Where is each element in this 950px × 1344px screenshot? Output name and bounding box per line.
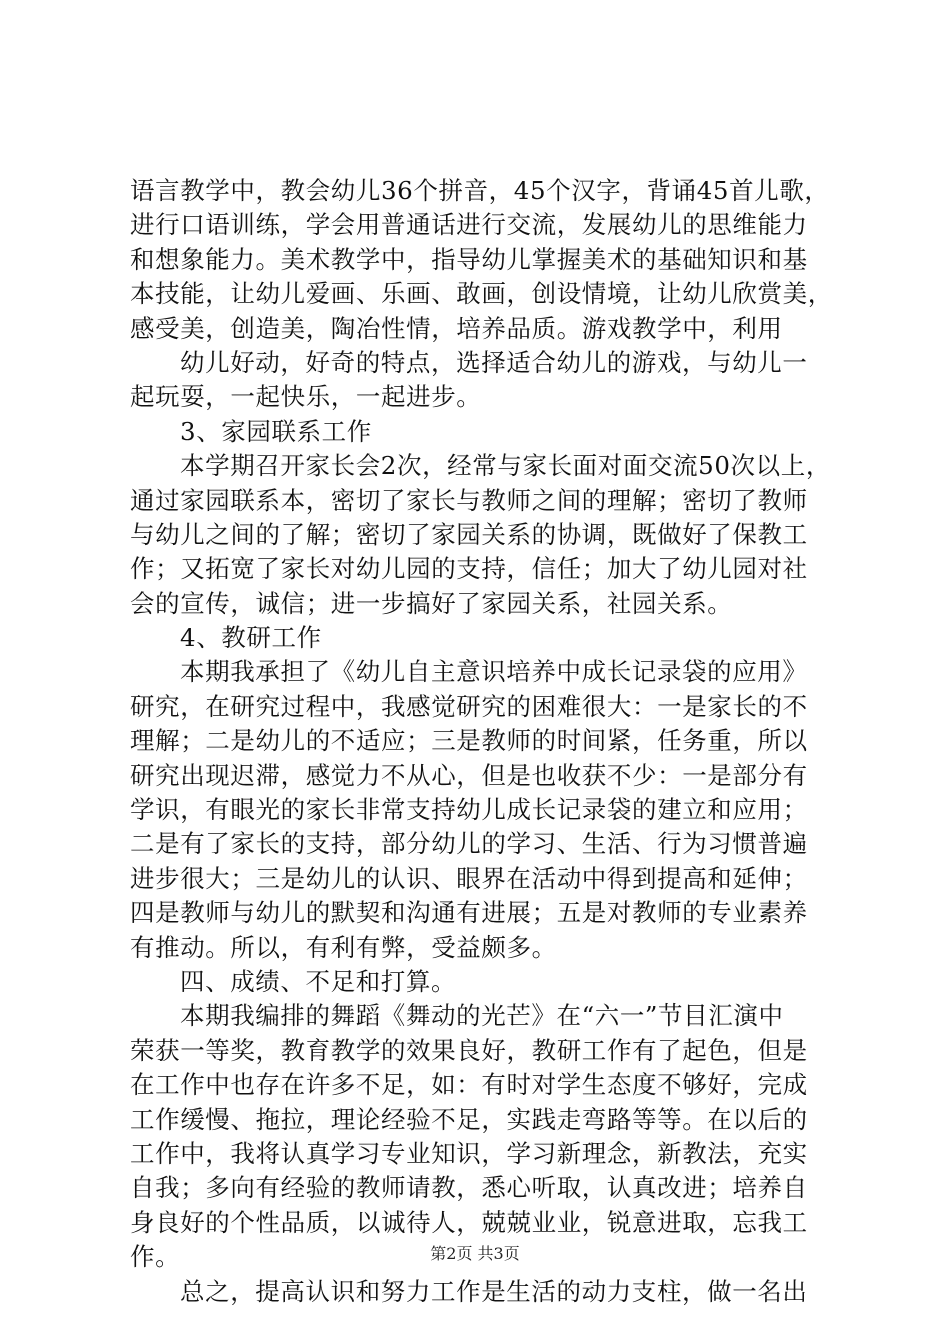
- text-line: 本学期召开家长会2次，经常与家长面对面交流50次以上，: [180, 451, 831, 481]
- text-line: 学识，有眼光的家长非常支持幼儿成长记录袋的建立和应用；: [130, 795, 808, 825]
- text-line: 作。: [130, 1242, 181, 1272]
- text-line: 本期我承担了《幼儿自主意识培养中成长记录袋的应用》: [180, 657, 808, 687]
- document-body: [130, 174, 833, 1309]
- text-line: 与幼儿之间的了解；密切了家园关系的协调，既做好了保教工: [130, 519, 808, 549]
- text-line: 工作中，我将认真学习专业知识，学习新理念，新教法，充实: [130, 1138, 808, 1168]
- page-footer: [0, 1244, 950, 1264]
- text-line: 会的宣传，诚信；进一步搞好了家园关系，社园关系。: [130, 588, 733, 618]
- text-line: 在工作中也存在许多不足，如：有时对学生态度不够好，完成: [130, 1070, 808, 1100]
- text-line: 语言教学中，教会幼儿36个拼音，45个汉字，背诵45首儿歌，: [130, 176, 830, 205]
- text-line: 本技能，让幼儿爱画、乐画、敢画，创设情境，让幼儿欣赏美，: [130, 279, 833, 309]
- text-line: 总之，提高认识和努力工作是生活的动力支柱，做一名出: [180, 1276, 808, 1306]
- text-line: 作；又拓宽了家长对幼儿园的支持，信任；加大了幼儿园对社: [130, 554, 808, 584]
- text-line: 进行口语训练，学会用普通话进行交流，发展幼儿的思维能力: [130, 210, 808, 240]
- text-line: 身良好的个性品质，以诚待人，兢兢业业，锐意进取，忘我工: [130, 1207, 808, 1237]
- text-line: 幼儿好动，好奇的特点，选择适合幼儿的游戏，与幼儿一: [180, 347, 808, 377]
- text-line: 起玩耍，一起快乐，一起进步。: [130, 382, 482, 412]
- text-line: 二是有了家长的支持，部分幼儿的学习、生活、行为习惯普遍: [130, 829, 808, 859]
- text-line: 研究，在研究过程中，我感觉研究的困难很大：一是家长的不: [130, 691, 808, 721]
- text-line: 有推动。所以，有利有弊，受益颇多。: [130, 932, 557, 962]
- text-line: 3、家园联系工作: [180, 416, 372, 446]
- text-line: 荣获一等奖，教育教学的效果良好，教研工作有了起色，但是: [130, 1035, 808, 1065]
- text-line: 和想象能力。美术教学中，指导幼儿掌握美术的基础知识和基: [130, 244, 808, 274]
- text-line: 感受美，创造美，陶冶性情，培养品质。游戏教学中，利用: [130, 313, 783, 343]
- text-line: 四、成绩、不足和打算。: [180, 966, 457, 996]
- text-line: 进步很大；三是幼儿的认识、眼界在活动中得到提高和延伸；: [130, 863, 808, 893]
- text-line: 研究出现迟滞，感觉力不从心，但是也收获不少：一是部分有: [130, 760, 808, 790]
- page-number-label: 第2页 共3页: [430, 1244, 520, 1263]
- text-line: 4、教研工作: [180, 623, 322, 653]
- text-line: 理解；二是幼儿的不适应；三是教师的时间紧，任务重，所以: [130, 726, 808, 756]
- text-line: 本期我编排的舞蹈《舞动的光芒》在“六一”节目汇演中: [180, 1001, 784, 1031]
- text-line: 自我；多向有经验的教师请教，悉心听取，认真改进；培养自: [130, 1173, 808, 1203]
- text-line: 工作缓慢、拖拉，理论经验不足，实践走弯路等等。在以后的: [130, 1104, 808, 1134]
- text-line: 通过家园联系本，密切了家长与教师之间的理解；密切了教师: [130, 485, 808, 515]
- text-line: 四是教师与幼儿的默契和沟通有进展；五是对教师的专业素养: [130, 898, 808, 928]
